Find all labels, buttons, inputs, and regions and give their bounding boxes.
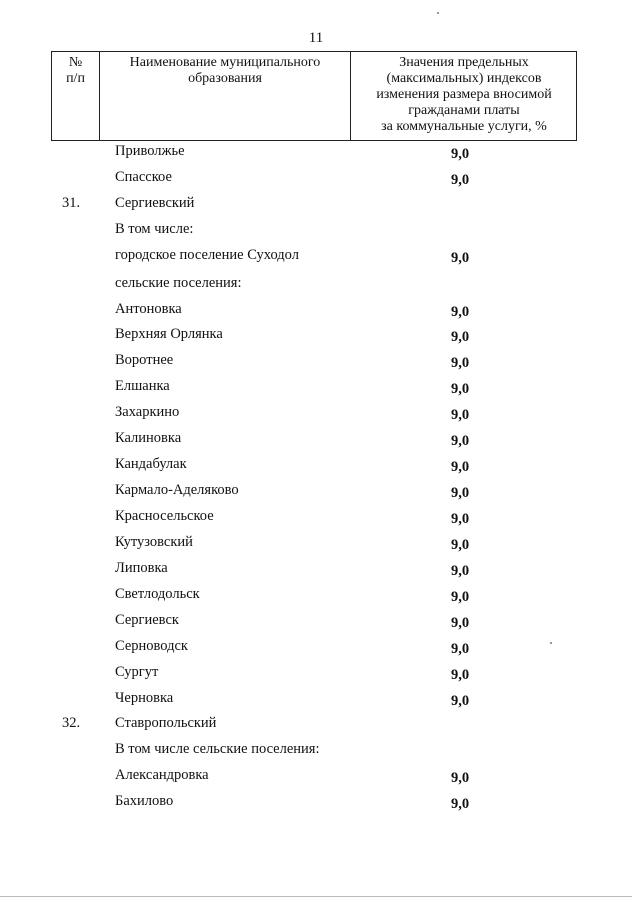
table-row (0, 140, 632, 162)
scan-artifact-dot (550, 642, 552, 644)
table-row (0, 531, 632, 553)
row-name: Воротнее (115, 352, 174, 368)
scan-artifact-line (0, 896, 632, 897)
table-row (0, 427, 632, 449)
row-name: Сергиевский (115, 195, 195, 211)
row-name: Серноводск (115, 638, 188, 654)
table-row (0, 298, 632, 320)
row-name: Кармало-Аделяково (115, 482, 239, 498)
table-row (0, 764, 632, 786)
row-value: 9,0 (451, 433, 470, 449)
header-number-column (52, 52, 100, 140)
table-row (0, 272, 632, 294)
row-value: 9,0 (451, 641, 470, 657)
table-row (0, 738, 632, 760)
table-row (0, 218, 632, 240)
row-name: Александровка (115, 767, 209, 783)
table-row (0, 687, 632, 709)
table-row (0, 166, 632, 188)
row-name: Кандабулак (115, 456, 187, 472)
row-value: 9,0 (451, 355, 470, 371)
table-row (0, 323, 632, 345)
table-row (0, 453, 632, 475)
row-name: Ставропольский (115, 715, 217, 731)
row-value: 9,0 (451, 146, 470, 162)
row-name: В том числе сельские поселения: (115, 741, 320, 757)
row-name: Антоновка (115, 301, 182, 317)
table-row (0, 712, 632, 734)
row-name: Захаркино (115, 404, 180, 420)
row-name: Красносельское (115, 508, 214, 524)
row-name: Сургут (115, 664, 159, 680)
row-name: Верхняя Орлянка (115, 326, 223, 342)
header-value-line-2: (максимальных) индексов (386, 71, 542, 86)
row-name: Калиновка (115, 430, 182, 446)
table-row (0, 583, 632, 605)
table-row (0, 401, 632, 423)
row-name: сельские поселения: (115, 275, 242, 291)
row-name: Липовка (115, 560, 168, 576)
row-value: 9,0 (451, 796, 470, 812)
row-value: 9,0 (451, 563, 470, 579)
header-value-line-3: изменения размера вносимой (376, 87, 552, 102)
row-number: 32. (62, 715, 81, 731)
header-number-abbrev: п/п (66, 71, 85, 86)
table-row (0, 349, 632, 371)
table-row (0, 505, 632, 527)
scan-artifact-dot (437, 12, 439, 14)
row-number: 31. (62, 195, 81, 211)
row-value: 9,0 (451, 511, 470, 527)
header-value-line-5: за коммунальные услуги, % (381, 119, 547, 134)
header-name-column (100, 52, 351, 140)
row-value: 9,0 (451, 329, 470, 345)
row-value: 9,0 (451, 304, 470, 320)
row-value: 9,0 (451, 667, 470, 683)
row-value: 9,0 (451, 615, 470, 631)
table-row (0, 635, 632, 657)
table-row (0, 479, 632, 501)
header-number-symbol: № (68, 55, 83, 70)
table-row (0, 661, 632, 683)
header-value-line-1: Значения предельных (399, 55, 529, 70)
row-name: Елшанка (115, 378, 170, 394)
row-value: 9,0 (451, 589, 470, 605)
table-row (0, 244, 632, 266)
table-row (0, 375, 632, 397)
row-value: 9,0 (451, 770, 470, 786)
table-row (0, 192, 632, 214)
row-name: Сергиевск (115, 612, 179, 628)
row-value: 9,0 (451, 381, 470, 397)
row-value: 9,0 (451, 485, 470, 501)
row-name: В том числе: (115, 221, 194, 237)
header-name-line-1: Наименование муниципального (129, 55, 321, 70)
row-value: 9,0 (451, 407, 470, 423)
row-value: 9,0 (451, 693, 470, 709)
header-value-column (351, 52, 577, 140)
table-row (0, 790, 632, 812)
header-name-line-2: образования (188, 71, 262, 86)
table-row (0, 557, 632, 579)
row-name: Кутузовский (115, 534, 193, 550)
row-value: 9,0 (451, 250, 470, 266)
table-header (51, 51, 577, 141)
row-value: 9,0 (451, 459, 470, 475)
row-value: 9,0 (451, 537, 470, 553)
row-name: Приволжье (115, 143, 185, 159)
row-name: Спасское (115, 169, 172, 185)
header-value-line-4: гражданами платы (408, 103, 520, 118)
row-name: Черновка (115, 690, 174, 706)
page-number: 11 (308, 30, 324, 46)
row-name: Бахилово (115, 793, 174, 809)
table-row (0, 609, 632, 631)
row-name: Светлодольск (115, 586, 200, 602)
row-value: 9,0 (451, 172, 470, 188)
row-name: городское поселение Суходол (115, 247, 299, 263)
